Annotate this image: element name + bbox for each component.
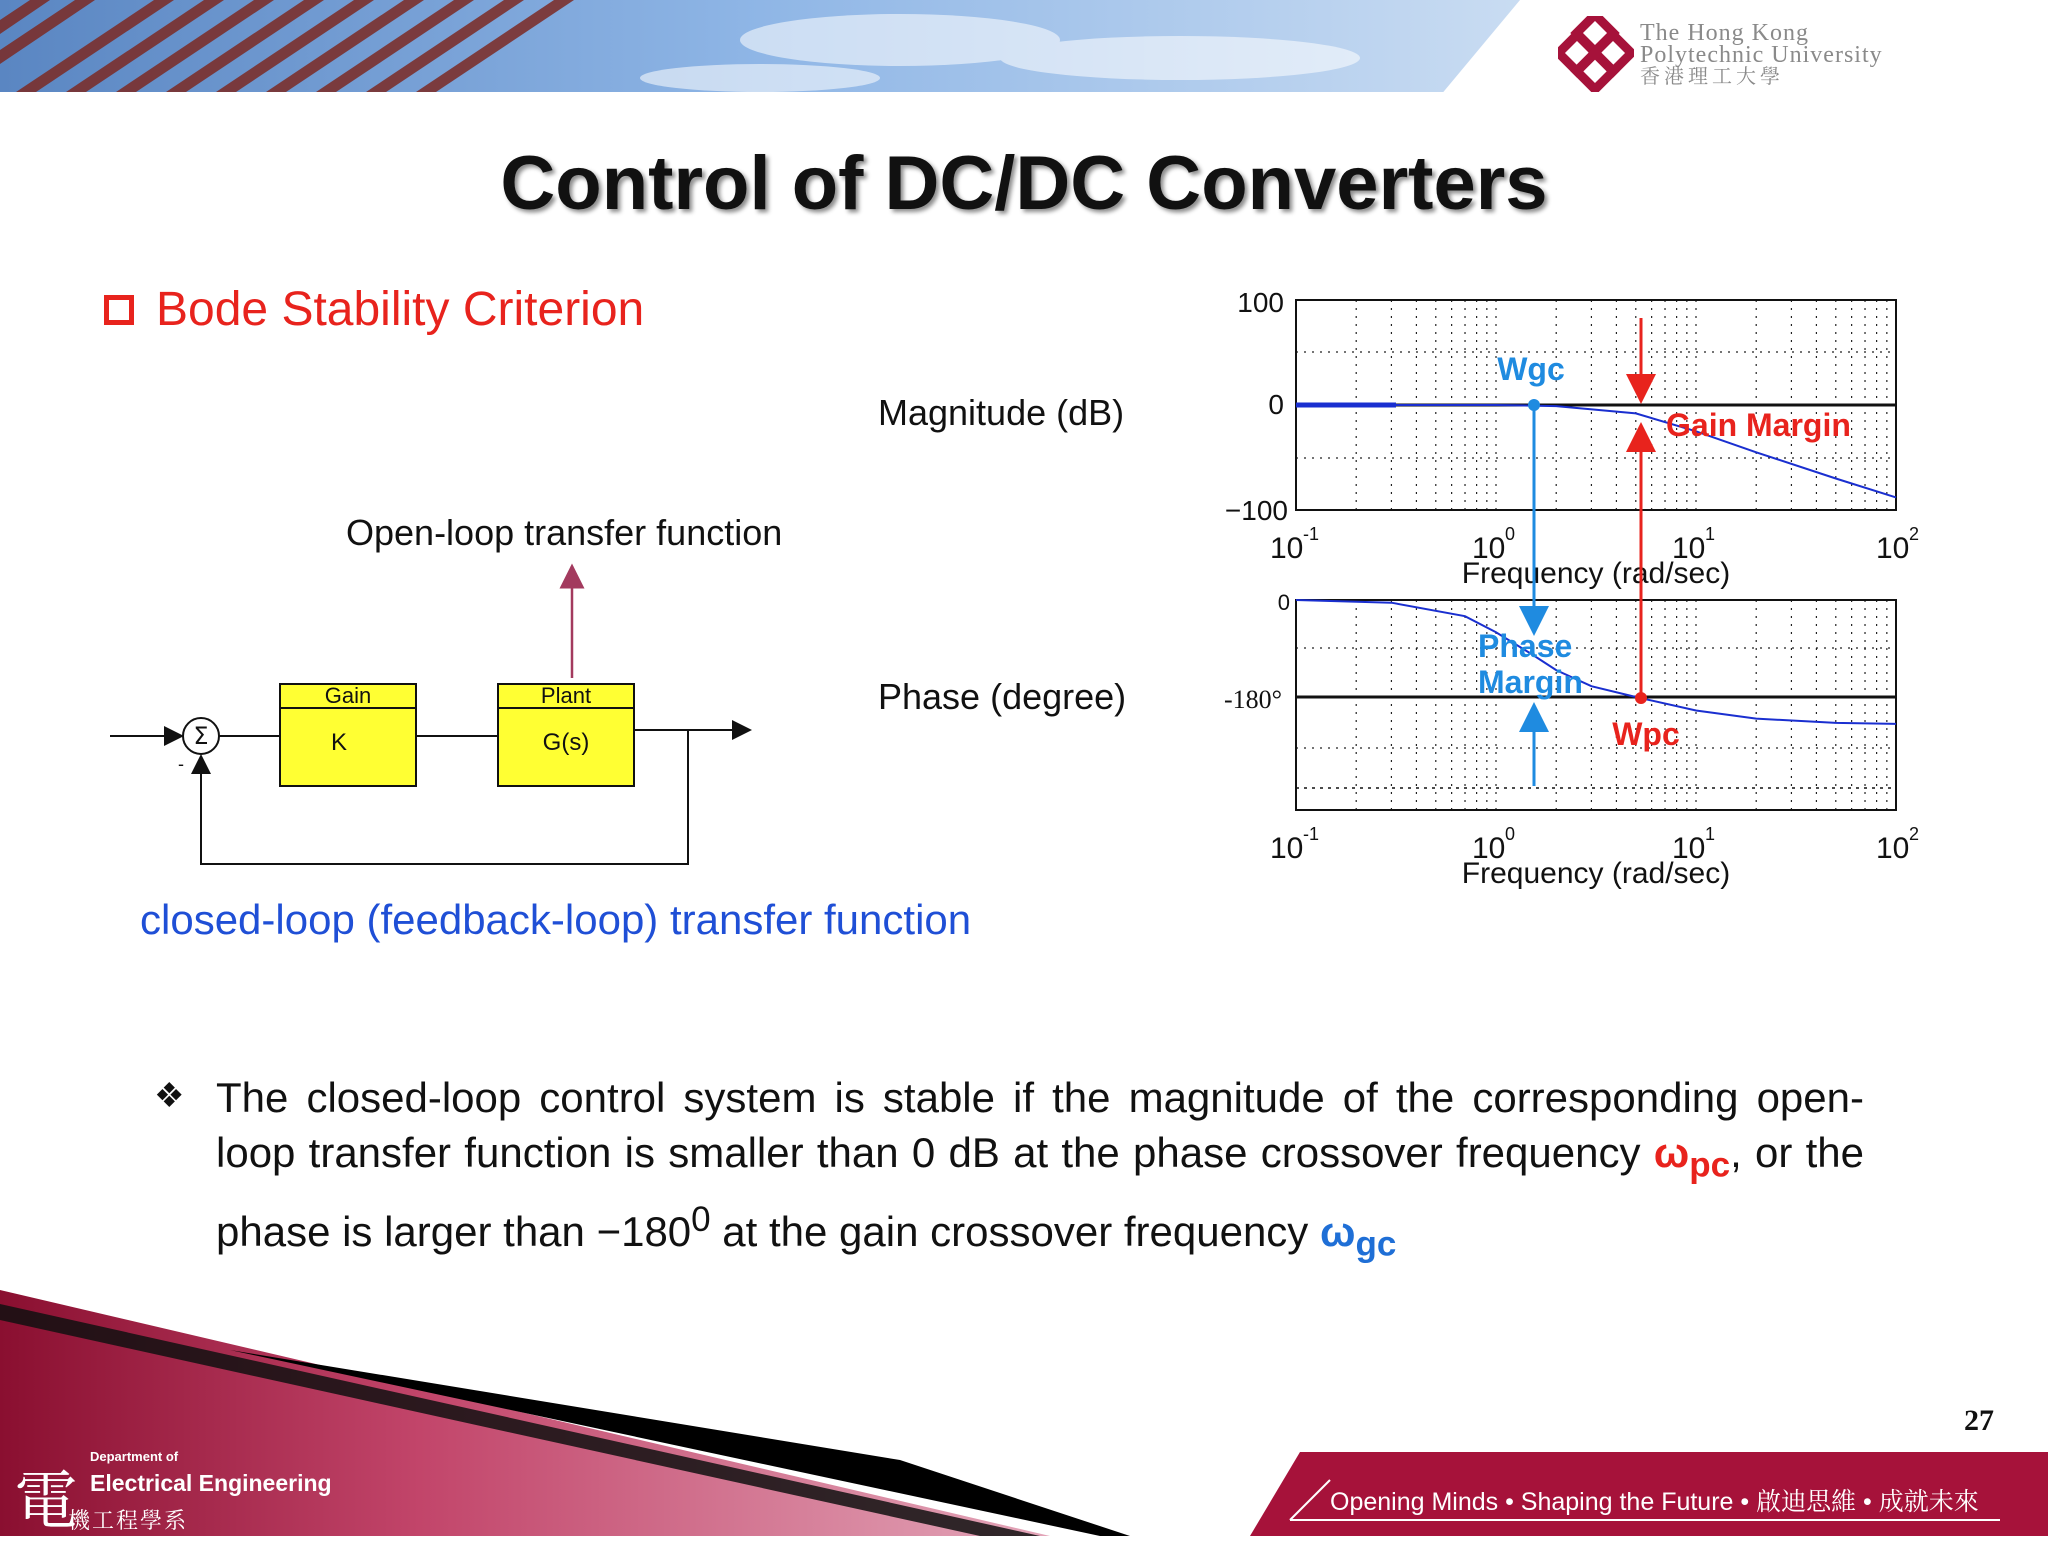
department-name: Electrical Engineering (90, 1470, 332, 1496)
university-name-chinese: 香港理工大學 (1640, 66, 1784, 88)
page-number: 27 (1964, 1404, 1994, 1437)
mag-ytick: 100 (1237, 287, 1284, 318)
omega-gc-symbol: $\omega_{gc}$ (1319, 1208, 1397, 1264)
phase-xtick-base: 10 (1472, 832, 1506, 865)
mag-xtick-exp: -1 (1303, 524, 1320, 544)
plant-value: G(s) (542, 729, 590, 756)
phase-xtick-base: 10 (1270, 832, 1304, 865)
closed-loop-label: closed-loop (feedback-loop) transfer function (140, 896, 972, 943)
department-name-chinese: 機工程學系 (68, 1508, 189, 1533)
mag-ytick: −100 (1224, 495, 1288, 526)
phase-xtick-base: 10 (1672, 832, 1706, 865)
slide-title: Control of DC/DC Converters (500, 141, 1548, 226)
phase-margin-label-line1: Phase (1478, 628, 1573, 664)
stability-text-part2: , or the phase is larger than −180 (216, 1129, 1864, 1256)
mag-xtick-base: 10 (1876, 532, 1910, 565)
phase-xtick-base: 10 (1876, 832, 1910, 865)
university-name-line1: The Hong Kong (1640, 20, 1809, 46)
university-name (1640, 22, 1883, 88)
phase-margin-label-line2: Margin (1478, 664, 1583, 700)
wgc-label: Wgc (1497, 351, 1565, 387)
phase-grid (1296, 600, 1896, 810)
omega-pc-symbol: $\omega_{pc}$ (1653, 1129, 1731, 1185)
diamond-bullet-icon: ❖ (154, 1077, 185, 1115)
plant-title: Plant (540, 683, 592, 708)
minus-sign: - (178, 754, 184, 774)
bode-plot (1200, 268, 1920, 898)
mag-xtick-exp: 2 (1909, 524, 1920, 544)
phase-ytick: 0 (1277, 590, 1290, 615)
block-diagram (100, 560, 780, 880)
phase-xtick-exp: 2 (1909, 824, 1920, 844)
university-name-line2: Polytechnic University (1640, 42, 1883, 68)
university-slogan: Opening Minds • Shaping the Future • 啟迪思維 • 成就未來 (1330, 1488, 1979, 1516)
degree-superscript: 0 (691, 1200, 711, 1240)
gain-title: Gain (324, 683, 372, 708)
phase-ytick: -180° (1223, 685, 1282, 714)
phase-axes (1296, 600, 1896, 810)
wpc-label: Wpc (1612, 716, 1680, 752)
phase-xlabel: Frequency (rad/sec) (1461, 857, 1731, 890)
open-loop-label: Open-loop transfer function (346, 512, 783, 553)
gain-value: K (330, 729, 348, 756)
phase-label: Phase (degree) (878, 676, 1127, 717)
mag-xtick-base: 10 (1270, 532, 1304, 565)
checkbox-bullet-icon (104, 295, 134, 325)
department-logo-glyph: 電 (14, 1465, 78, 1539)
phase-xtick-exp: 1 (1705, 824, 1716, 844)
sum-symbol: Σ (193, 722, 209, 750)
magnitude-label: Magnitude (dB) (878, 392, 1125, 433)
gain-margin-label: Gain Margin (1666, 407, 1851, 443)
phase-curve (1296, 600, 1896, 724)
mag-xlabel: Frequency (rad/sec) (1461, 557, 1731, 590)
phase-xtick-exp: -1 (1303, 824, 1320, 844)
mag-xtick-exp: 0 (1505, 524, 1516, 544)
mag-ytick: 0 (1268, 389, 1284, 420)
mag-xtick-base: 10 (1672, 532, 1706, 565)
mag-xtick-exp: 1 (1705, 524, 1716, 544)
stability-text-part1: The closed-loop control system is stable if the magnitude of the corresponding open-loop transfer function is smaller than 0 dB at the phase crossover frequency (216, 1074, 1864, 1176)
section-heading (104, 282, 644, 337)
department-prefix: Department of (90, 1449, 179, 1464)
mag-xtick-base: 10 (1472, 532, 1506, 565)
phase-xtick-exp: 0 (1505, 824, 1516, 844)
section-heading-text: Bode Stability Criterion (156, 283, 645, 336)
stability-statement (154, 1070, 1864, 1272)
university-logo-icon (1558, 16, 1634, 92)
stability-text-part3: at the gain crossover frequency (710, 1208, 1320, 1256)
stability-text (216, 1070, 1864, 1272)
